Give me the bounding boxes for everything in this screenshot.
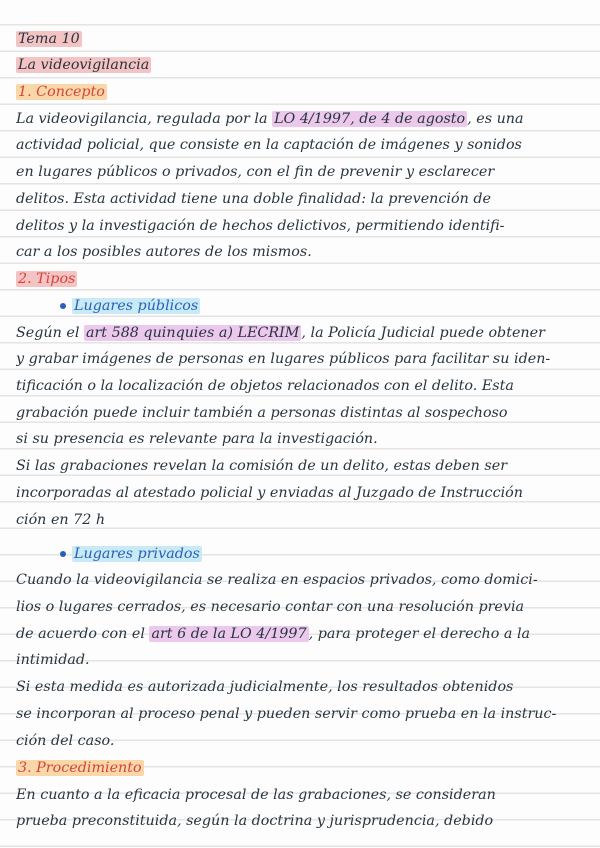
private-line-6 [16,701,594,727]
private-places-heading-line [16,541,594,567]
section-3-heading-line [16,755,594,781]
concept-text: delitos y la investigación de hechos delictivos, permitiendo identifi- [16,218,505,234]
public-text: incorporadas al atestado policial y enviadas al Juzgado de Instrucción [16,485,523,501]
public-line-4 [16,400,594,426]
private-line-1 [16,567,594,593]
section-1-heading-line [16,79,594,105]
public-line-8 [16,507,594,533]
public-line-3 [16,373,594,399]
concept-line-3 [16,159,594,185]
concept-text: , es una [467,111,524,127]
private-text: ción del caso. [16,733,115,749]
public-text: tificación o la localización de objetos relacionados con el delito. Esta [16,378,514,394]
public-line-6 [16,453,594,479]
private-places-heading: Lugares privados [74,546,200,562]
public-text: grabación puede incluir también a personas distintas al sospechoso [16,405,508,421]
public-text: y grabar imágenes de personas en lugares públicos para facilitar su iden- [16,351,551,367]
law-reference: art 6 de la LO 4/1997 [151,626,307,642]
section-2-heading-line [16,266,594,292]
public-line-1 [16,320,594,346]
law-reference: LO 4/1997, de 4 de agosto [274,111,466,127]
public-line-7 [16,480,594,506]
private-text: intimidad. [16,652,90,668]
private-text: , para proteger el derecho a la [308,626,531,642]
procedure-text: prueba preconstituida, según la doctrina y jurisprudencia, debido [16,813,494,829]
public-line-2 [16,346,594,372]
concept-line-6 [16,239,594,265]
concept-text: car a los posibles autores de los mismos. [16,244,312,260]
section-2-heading: 2. Tipos [18,271,76,287]
public-places-heading: Lugares públicos [74,298,199,314]
private-text: Cuando la videovigilancia se realiza en espacios privados, como domici- [16,572,538,588]
procedure-text: En cuanto a la eficacia procesal de las grabaciones, se consideran [16,787,496,803]
topic-title: Tema 10 [18,31,80,47]
private-line-5 [16,674,594,700]
private-line-3 [16,621,594,647]
law-reference: art 588 quinquies a) LECRIM [85,325,300,341]
public-text: ción en 72 h [16,512,106,528]
public-text: si su presencia es relevante para la investigación. [16,431,378,447]
private-line-4 [16,647,594,673]
public-text: Si las grabaciones revelan la comisión de un delito, estas deben ser [16,458,508,474]
public-places-heading-line [16,293,594,319]
concept-line-4 [16,186,594,212]
concept-line-1 [16,106,594,132]
concept-text: delitos. Esta actividad tiene una doble finalidad: la prevención de [16,191,491,207]
public-text: Según el [16,325,84,341]
procedure-line-1 [16,782,594,808]
topic-subtitle-line [16,52,594,78]
concept-text: en lugares públicos o privados, con el fin de prevenir y esclarecer [16,164,495,180]
section-3-heading: 3. Procedimiento [18,760,142,776]
procedure-line-2 [16,808,594,834]
bullet-icon [60,551,66,557]
public-text: , la Policía Judicial puede obtener [301,325,545,341]
concept-text: actividad policial, que consiste en la captación de imágenes y sonidos [16,137,522,153]
topic-subtitle: La videovigilancia [18,57,150,73]
concept-line-2 [16,132,594,158]
concept-line-5 [16,213,594,239]
private-text: se incorporan al proceso penal y pueden servir como prueba en la instruc- [16,706,557,722]
private-text: Si esta medida es autorizada judicialmente, los resultados obtenidos [16,679,514,695]
topic-title-line [16,26,594,52]
private-text: de acuerdo con el [16,626,150,642]
bullet-icon [60,303,66,309]
private-line-7 [16,728,594,754]
private-text: lios o lugares cerrados, es necesario contar con una resolución previa [16,599,525,615]
private-line-2 [16,594,594,620]
public-line-5 [16,426,594,452]
section-1-heading: 1. Concepto [18,84,105,100]
concept-text: La videovigilancia, regulada por la [16,111,273,127]
